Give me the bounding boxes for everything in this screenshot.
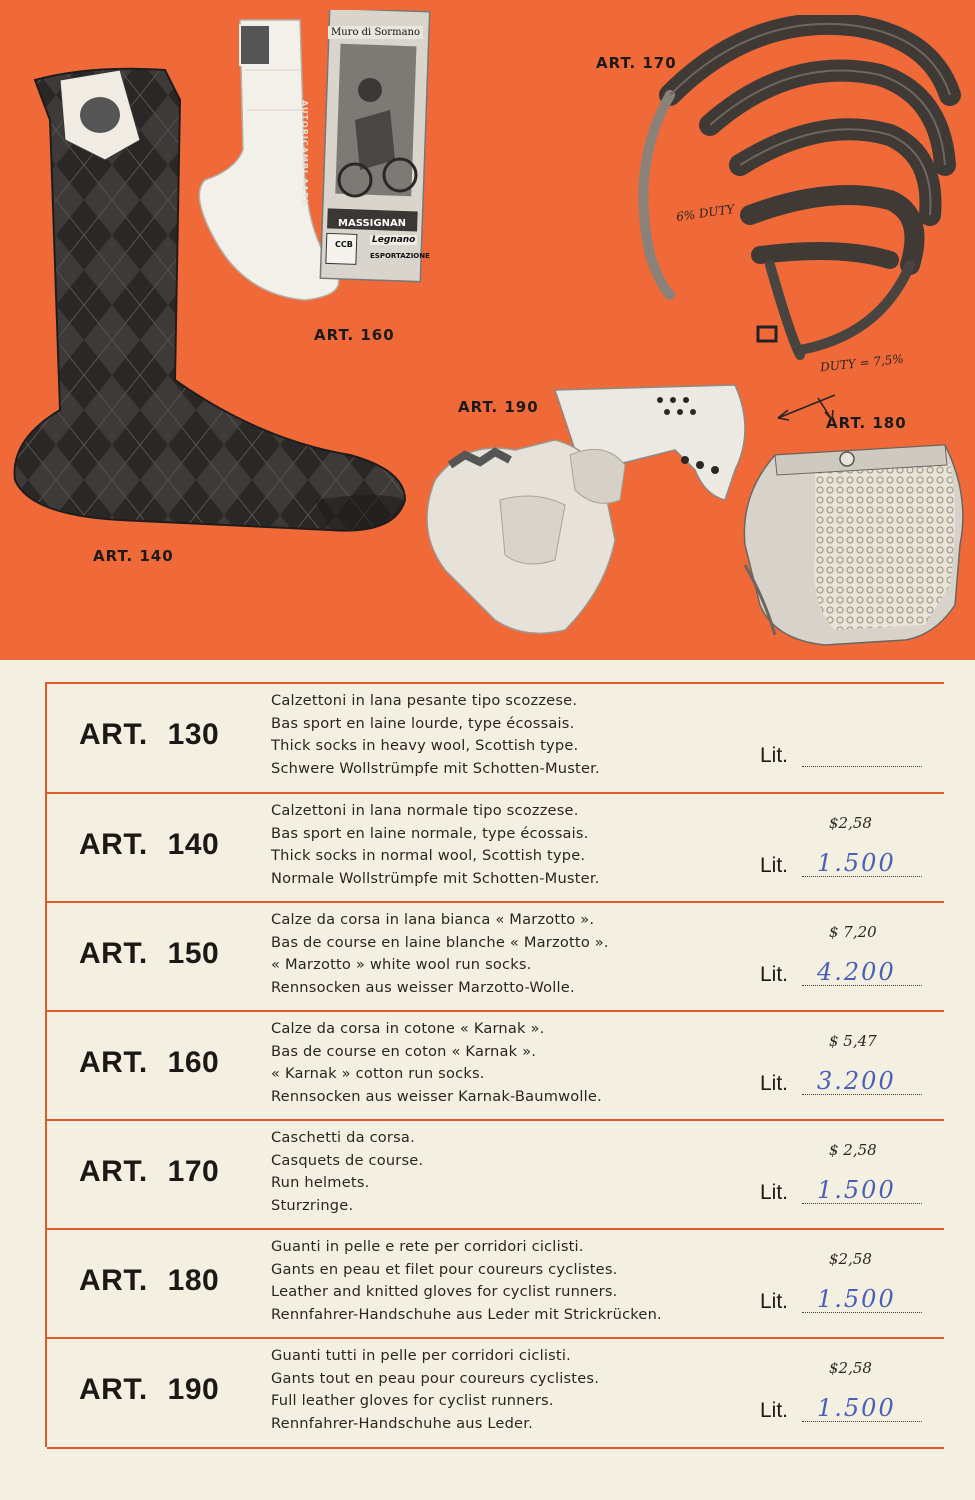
label-art-190: ART. 190 <box>458 398 539 416</box>
pack-bottom-text: ESPORTAZIONE <box>370 252 430 260</box>
article-code <box>79 1155 219 1189</box>
table-row-art-160 <box>47 1010 944 1120</box>
lit-label: Lit. <box>760 854 789 877</box>
article-prefix: ART. <box>79 1155 148 1188</box>
article-description <box>271 1236 741 1326</box>
article-number: 160 <box>167 1046 220 1079</box>
lira-price: 1.500 <box>817 1394 896 1422</box>
article-description <box>271 1018 741 1108</box>
desc-german: Rennfahrer-Handschuhe aus Leder mit Strickrücken. <box>271 1305 662 1323</box>
desc-french: Bas de course en coton « Karnak ». <box>271 1042 537 1060</box>
lira-price: 3.200 <box>817 1067 896 1095</box>
desc-english: Leather and knitted gloves for cyclist runners. <box>271 1283 618 1300</box>
article-code <box>79 718 219 752</box>
desc-french: Bas sport en laine normale, type écossais. <box>271 824 589 842</box>
lira-price: 1.500 <box>817 849 896 877</box>
article-number: 130 <box>167 718 220 751</box>
desc-german: Rennsocken aus weisser Karnak-Baumwolle. <box>271 1087 602 1105</box>
desc-english: Thick socks in normal wool, Scottish type. <box>271 847 586 864</box>
pack-side-text: AUTORICAMBI AARN <box>300 100 309 207</box>
lit-label: Lit. <box>760 1181 789 1204</box>
article-number: 180 <box>167 1264 220 1297</box>
label-art-160: ART. 160 <box>314 326 395 344</box>
article-number: 150 <box>167 937 220 970</box>
desc-italian: Calze da corsa in cotone « Karnak ». <box>271 1020 545 1037</box>
desc-english: Thick socks in heavy wool, Scottish type. <box>271 737 579 754</box>
white-sock-image <box>195 10 435 310</box>
desc-english: « Karnak » cotton run socks. <box>271 1065 485 1082</box>
article-code <box>79 1046 219 1080</box>
article-code <box>79 1373 219 1407</box>
lira-price: 1.500 <box>817 1176 896 1204</box>
article-prefix: ART. <box>79 718 148 751</box>
table-row-art-130 <box>47 682 944 792</box>
desc-german: Schwere Wollstrümpfe mit Schotten-Muster. <box>271 759 600 777</box>
desc-italian: Guanti in pelle e rete per corridori ciclisti. <box>271 1238 584 1255</box>
article-number: 170 <box>167 1155 220 1188</box>
lira-price: 4.200 <box>817 958 896 986</box>
label-art-170: ART. 170 <box>596 54 677 72</box>
article-description <box>271 800 741 890</box>
article-description <box>271 690 741 780</box>
desc-english: Run helmets. <box>271 1174 370 1191</box>
table-row-art-150 <box>47 901 944 1011</box>
helmet-duty-annotation: 6% DUTY <box>675 201 736 225</box>
label-art-140: ART. 140 <box>93 547 174 565</box>
table-frame <box>45 682 944 1447</box>
table-row-art-170 <box>47 1119 944 1229</box>
usd-price-note: $ 2,58 <box>829 1141 877 1159</box>
desc-french: Bas de course en laine blanche « Marzotto ». <box>271 933 609 951</box>
article-code <box>79 828 219 862</box>
table-row-art-180 <box>47 1228 944 1338</box>
table-row-art-140 <box>47 792 944 902</box>
article-prefix: ART. <box>79 1373 148 1406</box>
article-prefix: ART. <box>79 828 148 861</box>
article-prefix: ART. <box>79 1046 148 1079</box>
article-description <box>271 1345 741 1435</box>
price-list-table <box>0 660 975 1500</box>
article-code <box>79 1264 219 1298</box>
usd-price-note: $2,58 <box>829 1250 872 1268</box>
label-art-180: ART. 180 <box>826 414 907 432</box>
pack-badge: CCB <box>335 240 353 249</box>
price-dotted-line <box>802 766 922 767</box>
desc-german: Rennfahrer-Handschuhe aus Leder. <box>271 1414 533 1432</box>
usd-price-note: $ 5,47 <box>829 1032 877 1050</box>
pack-brand: MASSIGNAN <box>338 218 407 229</box>
usd-price-note: $ 7,20 <box>829 923 877 941</box>
desc-french: Bas sport en laine lourde, type écossais. <box>271 714 575 732</box>
glove-duty-annotation: DUTY = 7,5% <box>819 351 905 375</box>
article-prefix: ART. <box>79 1264 148 1297</box>
desc-italian: Calze da corsa in lana bianca « Marzotto ». <box>271 911 595 928</box>
pack-title: Muro di Sormano <box>328 26 423 39</box>
desc-english: Full leather gloves for cyclist runners. <box>271 1392 554 1409</box>
article-description <box>271 909 741 999</box>
product-photo-area <box>0 0 975 660</box>
desc-italian: Caschetti da corsa. <box>271 1129 415 1146</box>
desc-italian: Calzettoni in lana normale tipo scozzese. <box>271 802 579 819</box>
desc-french: Gants tout en peau pour coureurs cyclistes. <box>271 1369 600 1387</box>
article-number: 190 <box>167 1373 220 1406</box>
crochet-glove-image <box>735 435 975 650</box>
desc-german: Normale Wollstrümpfe mit Schotten-Muster. <box>271 869 600 887</box>
lit-label: Lit. <box>760 963 789 986</box>
article-prefix: ART. <box>79 937 148 970</box>
desc-italian: Calzettoni in lana pesante tipo scozzese. <box>271 692 578 709</box>
desc-german: Sturzringe. <box>271 1196 354 1214</box>
article-description <box>271 1127 741 1217</box>
article-code <box>79 937 219 971</box>
desc-italian: Guanti tutti in pelle per corridori ciclisti. <box>271 1347 571 1364</box>
usd-price-note: $2,58 <box>829 814 872 832</box>
desc-german: Rennsocken aus weisser Marzotto-Wolle. <box>271 978 575 996</box>
pack-brand2: Legnano <box>372 235 416 245</box>
usd-price-note: $2,58 <box>829 1359 872 1377</box>
lit-label: Lit. <box>760 744 789 767</box>
lit-label: Lit. <box>760 1399 789 1422</box>
lit-label: Lit. <box>760 1072 789 1095</box>
lit-label: Lit. <box>760 1290 789 1313</box>
desc-english: « Marzotto » white wool run socks. <box>271 956 532 973</box>
desc-french: Casquets de course. <box>271 1151 424 1169</box>
desc-french: Gants en peau et filet pour coureurs cyclistes. <box>271 1260 618 1278</box>
arrow-annotation-icon <box>770 390 840 430</box>
table-row-art-190 <box>47 1337 944 1449</box>
article-number: 140 <box>167 828 220 861</box>
lira-price: 1.500 <box>817 1285 896 1313</box>
